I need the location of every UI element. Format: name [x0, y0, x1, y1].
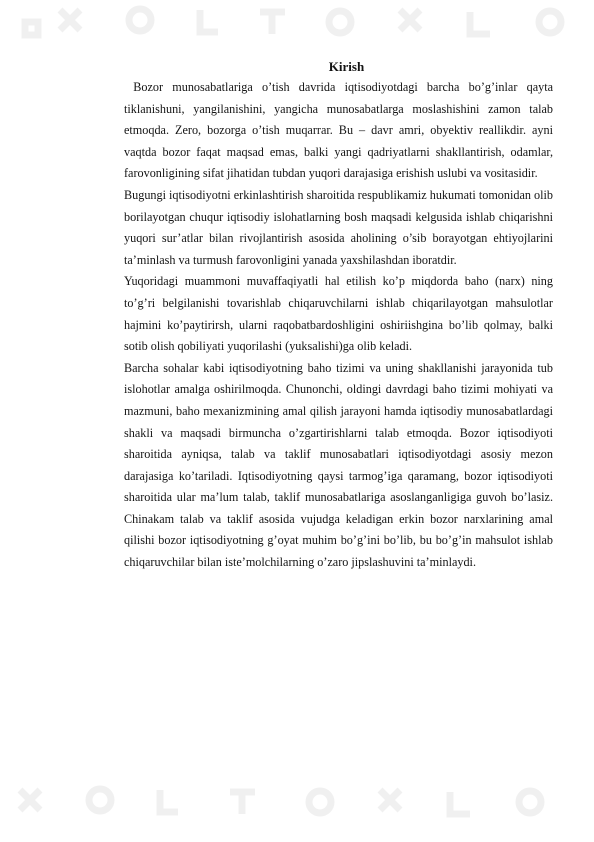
paragraph-3: [124, 271, 553, 357]
paragraph-2-text: Bugungi iqtisodiyotni erkinlashtirish sharoitida respublikamiz hukumati tomonidan olib borilayotgan chuqur iqtisodiy islohatlarning bosh maqsadi kelgusida ishlab chiqarishni yuqori sur’atlar bilan rivojlantirish asosida aholining o’sib borayotgan ehtiyojlarini ta’minlash va turmush farovonligini yanada yaxshilashdan iboratdir.: [124, 187, 553, 267]
paragraph-4: [124, 358, 553, 574]
paragraph-1-text: Bozor munosabatlariga o’tish davrida iqtisodiyotdagi barcha bo’g’inlar qayta tiklanishuni, yangilanishini, yangicha munosabatlarga moslashishini zamon talab etmoqda. Zero, bozorga o’tish muqarrar. Bu – davr amri, obyektiv reallikdir. ayni vaqtda bozor faqat maqsad emas, balki yangi qadriyatlarni shakllantirish, odamlar, farovonligining sifat jihatidan tubdan yuqori darajasiga erishish uslubi va vositasidir.: [124, 80, 554, 181]
paragraph-3-text: Yuqoridagi muammoni muvaffaqiyatli hal etilish ko’p miqdorda baho (narx) ning to’g’ri belgilanishi tovarishlab chiqaruvchilarni ishlab chiqarilayotgan mahsulotlar hajmini ko’paytirirsh, ularni raqobatbardoshligini oshiriishgina bo’lib qolmay, balki sotib olish qobiliyati yuqorilashi (yuksalishi)ga olib keladi.: [124, 274, 553, 354]
document-title: Kirish: [328, 59, 365, 74]
paragraph-2: [124, 185, 553, 271]
paragraph-4-text: Barcha sohalar kabi iqtisodiyotning baho tizimi va uning shakllanishi jarayonida tub islohotlar amalga oshirilmoqda. Chunonchi, oldingi davrdagi baho tizimi mohiyati va mazmuni, baho mexanizmining amal qilish jarayoni hamda iqtisodiy munosabatlardagi shakli va maqsadi birmuncha o’zgartirishlarni talab etmoqda. Bozor iqtisodiyoti sharoitida ayniqsa, talab va taklif munosabatlari iqtisodiyotdagi asosiy mezon darajasiga ko’tariladi. Iqtisodiyotning qaysi tarmog’iga qaramang, bozor iqtisodiyoti sharoitida ular ma’lum talab, taklif munosabatlariga asoslanganligiga guvoh bo’lasiz. Chinakam talab va taklif asosida vujudga keladigan erkin bozor narxlarining amal qilishi bozor iqtisodiyotning g’oyat muhim bo’g’ini bo’lib, bu bo’g’in mahsulot ishlab chiqaruvchilar bilan iste’molchilarning o’zaro jipslashuvini ta’minlaydi.: [124, 360, 553, 570]
paragraph-1: [124, 77, 553, 185]
document-body: [124, 56, 553, 574]
